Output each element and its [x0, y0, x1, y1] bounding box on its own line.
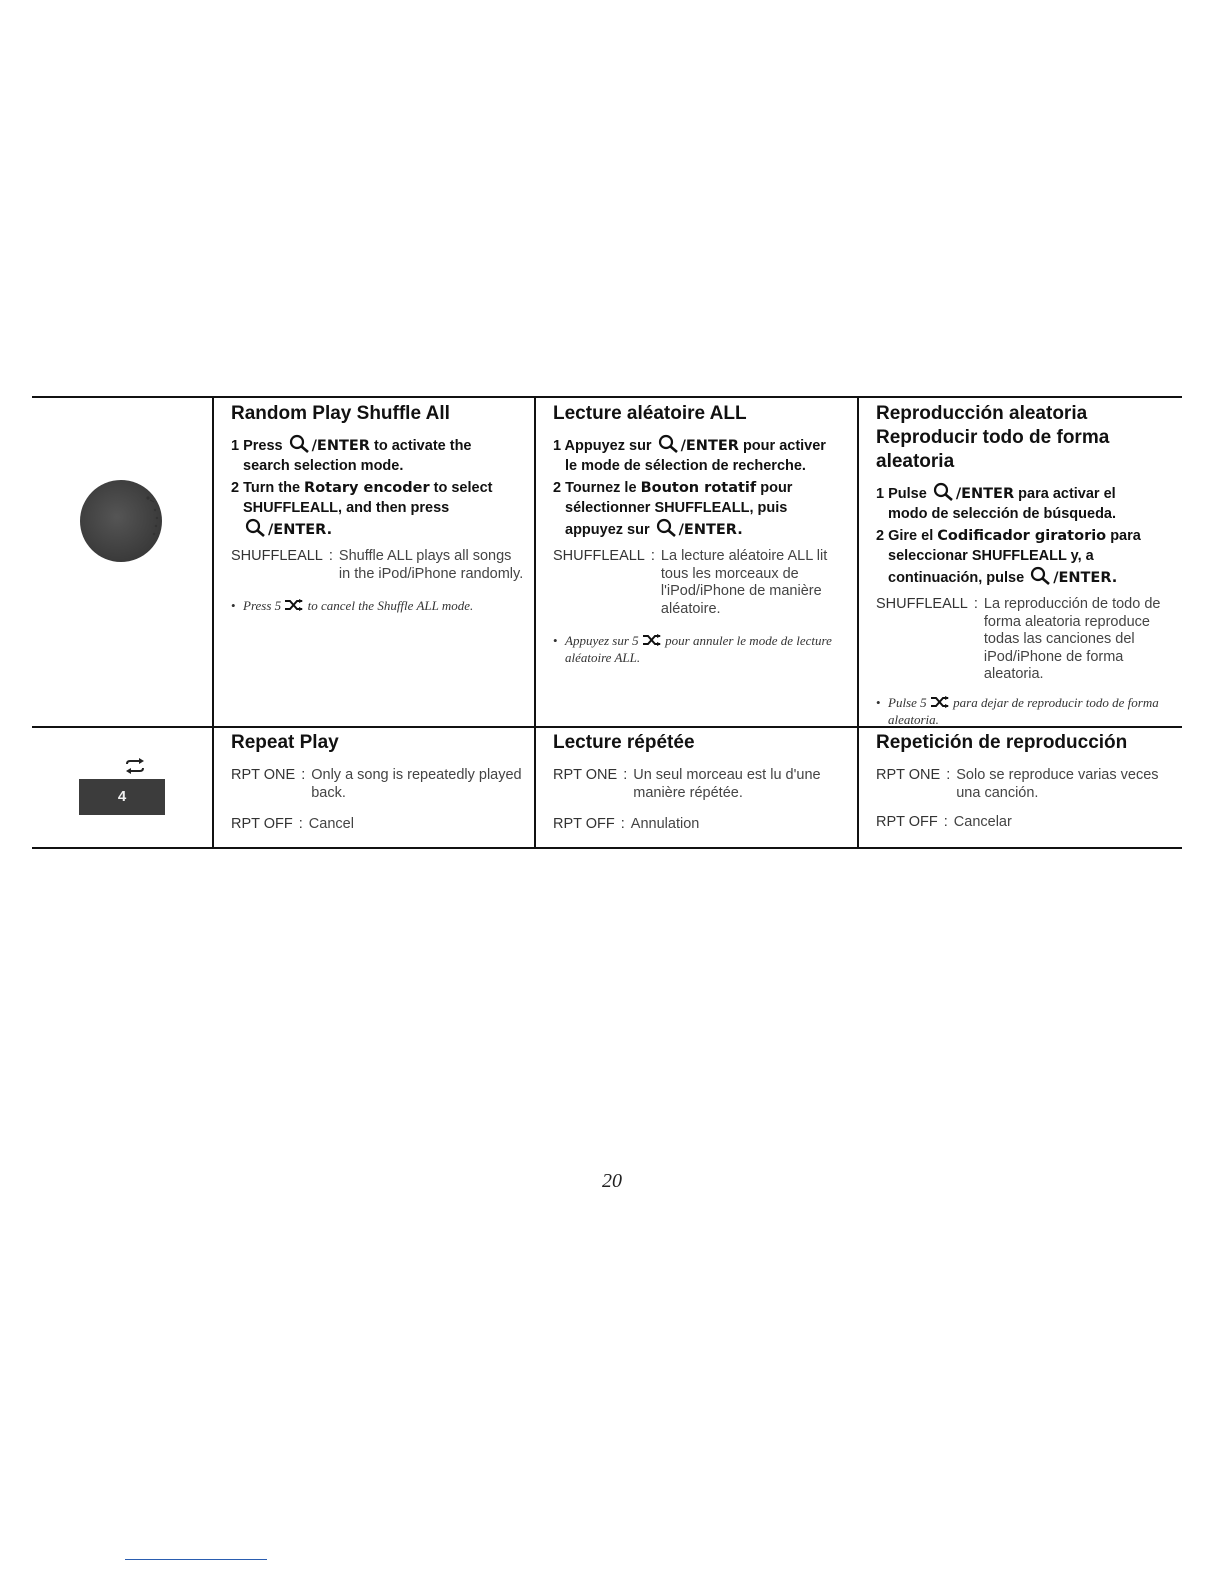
section-title: Repeat Play: [231, 732, 339, 753]
column-divider: [534, 396, 536, 848]
step-2: 2 Turn the Rotary encoder to select SHUFFLEALL, and then press /ENTER.: [231, 480, 493, 538]
shuffle-icon: [930, 696, 950, 708]
footer-rule: [125, 1559, 267, 1560]
step-2: 2 Tournez le Bouton rotatif pour sélectionner SHUFFLEALL, puis appuyez sur /ENTER.: [553, 480, 793, 538]
section-title: Lecture répétée: [553, 732, 695, 753]
definition-rpt-one: RPT ONE : Solo se reproduce varias veces una canción.: [876, 767, 1159, 801]
step-1: 1 Appuyez sur /ENTER pour activer le mode de sélection de recherche.: [553, 434, 848, 476]
magnifier-icon: [245, 518, 267, 538]
definition-rpt-off: RPT OFF : Cancel: [231, 816, 354, 832]
definition-rpt-one: RPT ONE : Un seul morceau est lu d'une manière répétée.: [553, 767, 821, 801]
step-1: 1 Pulse /ENTER para activar el modo de selección de búsqueda.: [876, 482, 1172, 524]
definition-shuffleall: SHUFFLEALL : Shuffle ALL plays all songs in the iPod/iPhone randomly.: [231, 548, 524, 582]
step-1: 1 Press /ENTER to activate the search selection mode.: [231, 434, 526, 476]
shuffle-french-cell: [553, 402, 848, 666]
knob-marks-icon: [140, 490, 170, 540]
repeat-icon: [123, 758, 147, 774]
definition-shuffleall: SHUFFLEALL : La reproducción de todo de forma aleatoria reproduce todas las canciones del iPod/iPhone de forma aleatoria.: [876, 596, 1161, 682]
magnifier-icon: [933, 482, 955, 502]
note: • Press 5 to cancel the Shuffle ALL mode.: [231, 598, 474, 613]
section-title: Lecture aléatoire ALL: [553, 403, 747, 424]
column-divider: [212, 396, 214, 848]
definition-shuffleall: SHUFFLEALL : La lecture aléatoire ALL lit tous les morceaux de l'iPod/iPhone de manière aléatoire.: [553, 548, 828, 617]
table-bottom-rule: [32, 847, 1182, 849]
definition-rpt-off: RPT OFF : Annulation: [553, 816, 700, 832]
section-title: Reproducción aleatoria: [876, 403, 1088, 424]
shuffle-icon: [642, 634, 662, 646]
section-subtitle: Reproducir todo de forma aleatoria: [876, 427, 1110, 472]
note: • Pulse 5 para dejar de reproducir todo de forma aleatoria.: [876, 694, 1159, 727]
step-2: 2 Gire el Codificador giratorio para seleccionar SHUFFLEALL y, a continuación, pulse /ENTER.: [876, 528, 1141, 586]
table-top-rule: [32, 396, 1182, 398]
page-number: 20: [602, 1170, 622, 1192]
definition-rpt-one: RPT ONE : Only a song is repeatedly played back.: [231, 767, 522, 801]
column-divider: [857, 396, 859, 848]
note: • Appuyez sur 5 pour annuler le mode de lecture aléatoire ALL.: [553, 633, 832, 665]
repeat-button-4: 4: [79, 779, 165, 815]
shuffle-icon: [284, 599, 304, 611]
section-title: Repetición de reproducción: [876, 732, 1128, 753]
repeat-spanish-cell: [876, 731, 1172, 832]
definition-rpt-off: RPT OFF : Cancelar: [876, 814, 1012, 830]
magnifier-icon: [1030, 566, 1052, 586]
shuffle-english-cell: [231, 402, 526, 614]
magnifier-icon: [656, 518, 678, 538]
repeat-french-cell: [553, 731, 848, 834]
magnifier-icon: [289, 434, 311, 454]
magnifier-icon: [658, 434, 680, 454]
shuffle-spanish-cell: [876, 402, 1172, 728]
repeat-english-cell: [231, 731, 526, 834]
section-title: Random Play Shuffle All: [231, 403, 450, 424]
